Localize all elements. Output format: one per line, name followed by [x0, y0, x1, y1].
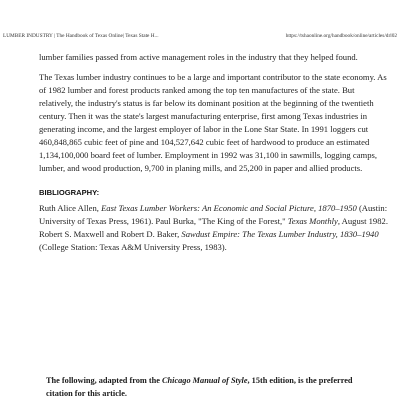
paragraph-continued: lumber families passed from active management roles in the industry that they helped found.: [39, 52, 358, 62]
bibliography-heading: BIBLIOGRAPHY:: [39, 188, 100, 197]
ref1-title: East Texas Lumber Workers: An Economic and Social Picture, 1870–1950: [101, 203, 357, 213]
ref1-author: Ruth Alice Allen,: [39, 203, 102, 213]
citation-style-guide: Chicago Manual of Style: [162, 376, 248, 386]
print-header-url: https://tshaonline.org/handbook/online/articles/drl02: [285, 33, 397, 39]
citation-note: [46, 374, 366, 400]
article-body: [39, 51, 389, 254]
bibliography-text: [39, 202, 389, 254]
ref1-rest: (Austin: University of Texas Press, 1961). Paul Burka, "The King of the Forest,": [39, 203, 388, 226]
ref2-journal: Texas Monthly: [287, 216, 338, 226]
ref3-rest: (College Station: Texas A&M University Press, 1983).: [39, 242, 227, 252]
browser-print-header: [3, 31, 397, 41]
ref3-title: Sawdust Empire: The Texas Lumber Industry, 1830–1940: [181, 229, 379, 239]
print-header-title: LUMBER INDUSTRY | The Handbook of Texas Online| Texas State H...: [3, 33, 159, 39]
citation-note-after: , 15th edition, is the preferred citation for this article.: [46, 376, 353, 399]
ref2-rest: , August 1982. Robert S. Maxwell and Robert D. Baker,: [39, 216, 388, 239]
citation-note-before: The following, adapted from the: [46, 376, 163, 386]
paragraph-economy: The Texas lumber industry continues to be a large and important contributor to the state economy. As of 1982 lumber and forest products ranked among the top ten manufactures of the state. But relatively, the industry's status is far below its dominant position at the beginning of the twentieth century. Then it was the state's largest manufacturing enterprise, first among Texas industries in generating income, and the largest employer of labor in the Lone Star State. In 1991 loggers cut 460,848,865 cubic feet of pine and 104,527,642 cubic feet of hardwood to produce an estimated 1,134,100,000 board feet of lumber. Employment in 1992 was 31,100 in sawmills, logging camps, lumber, and wood production, 9,700 in planing mills, and 25,200 in paper and allied products.: [39, 72, 387, 173]
